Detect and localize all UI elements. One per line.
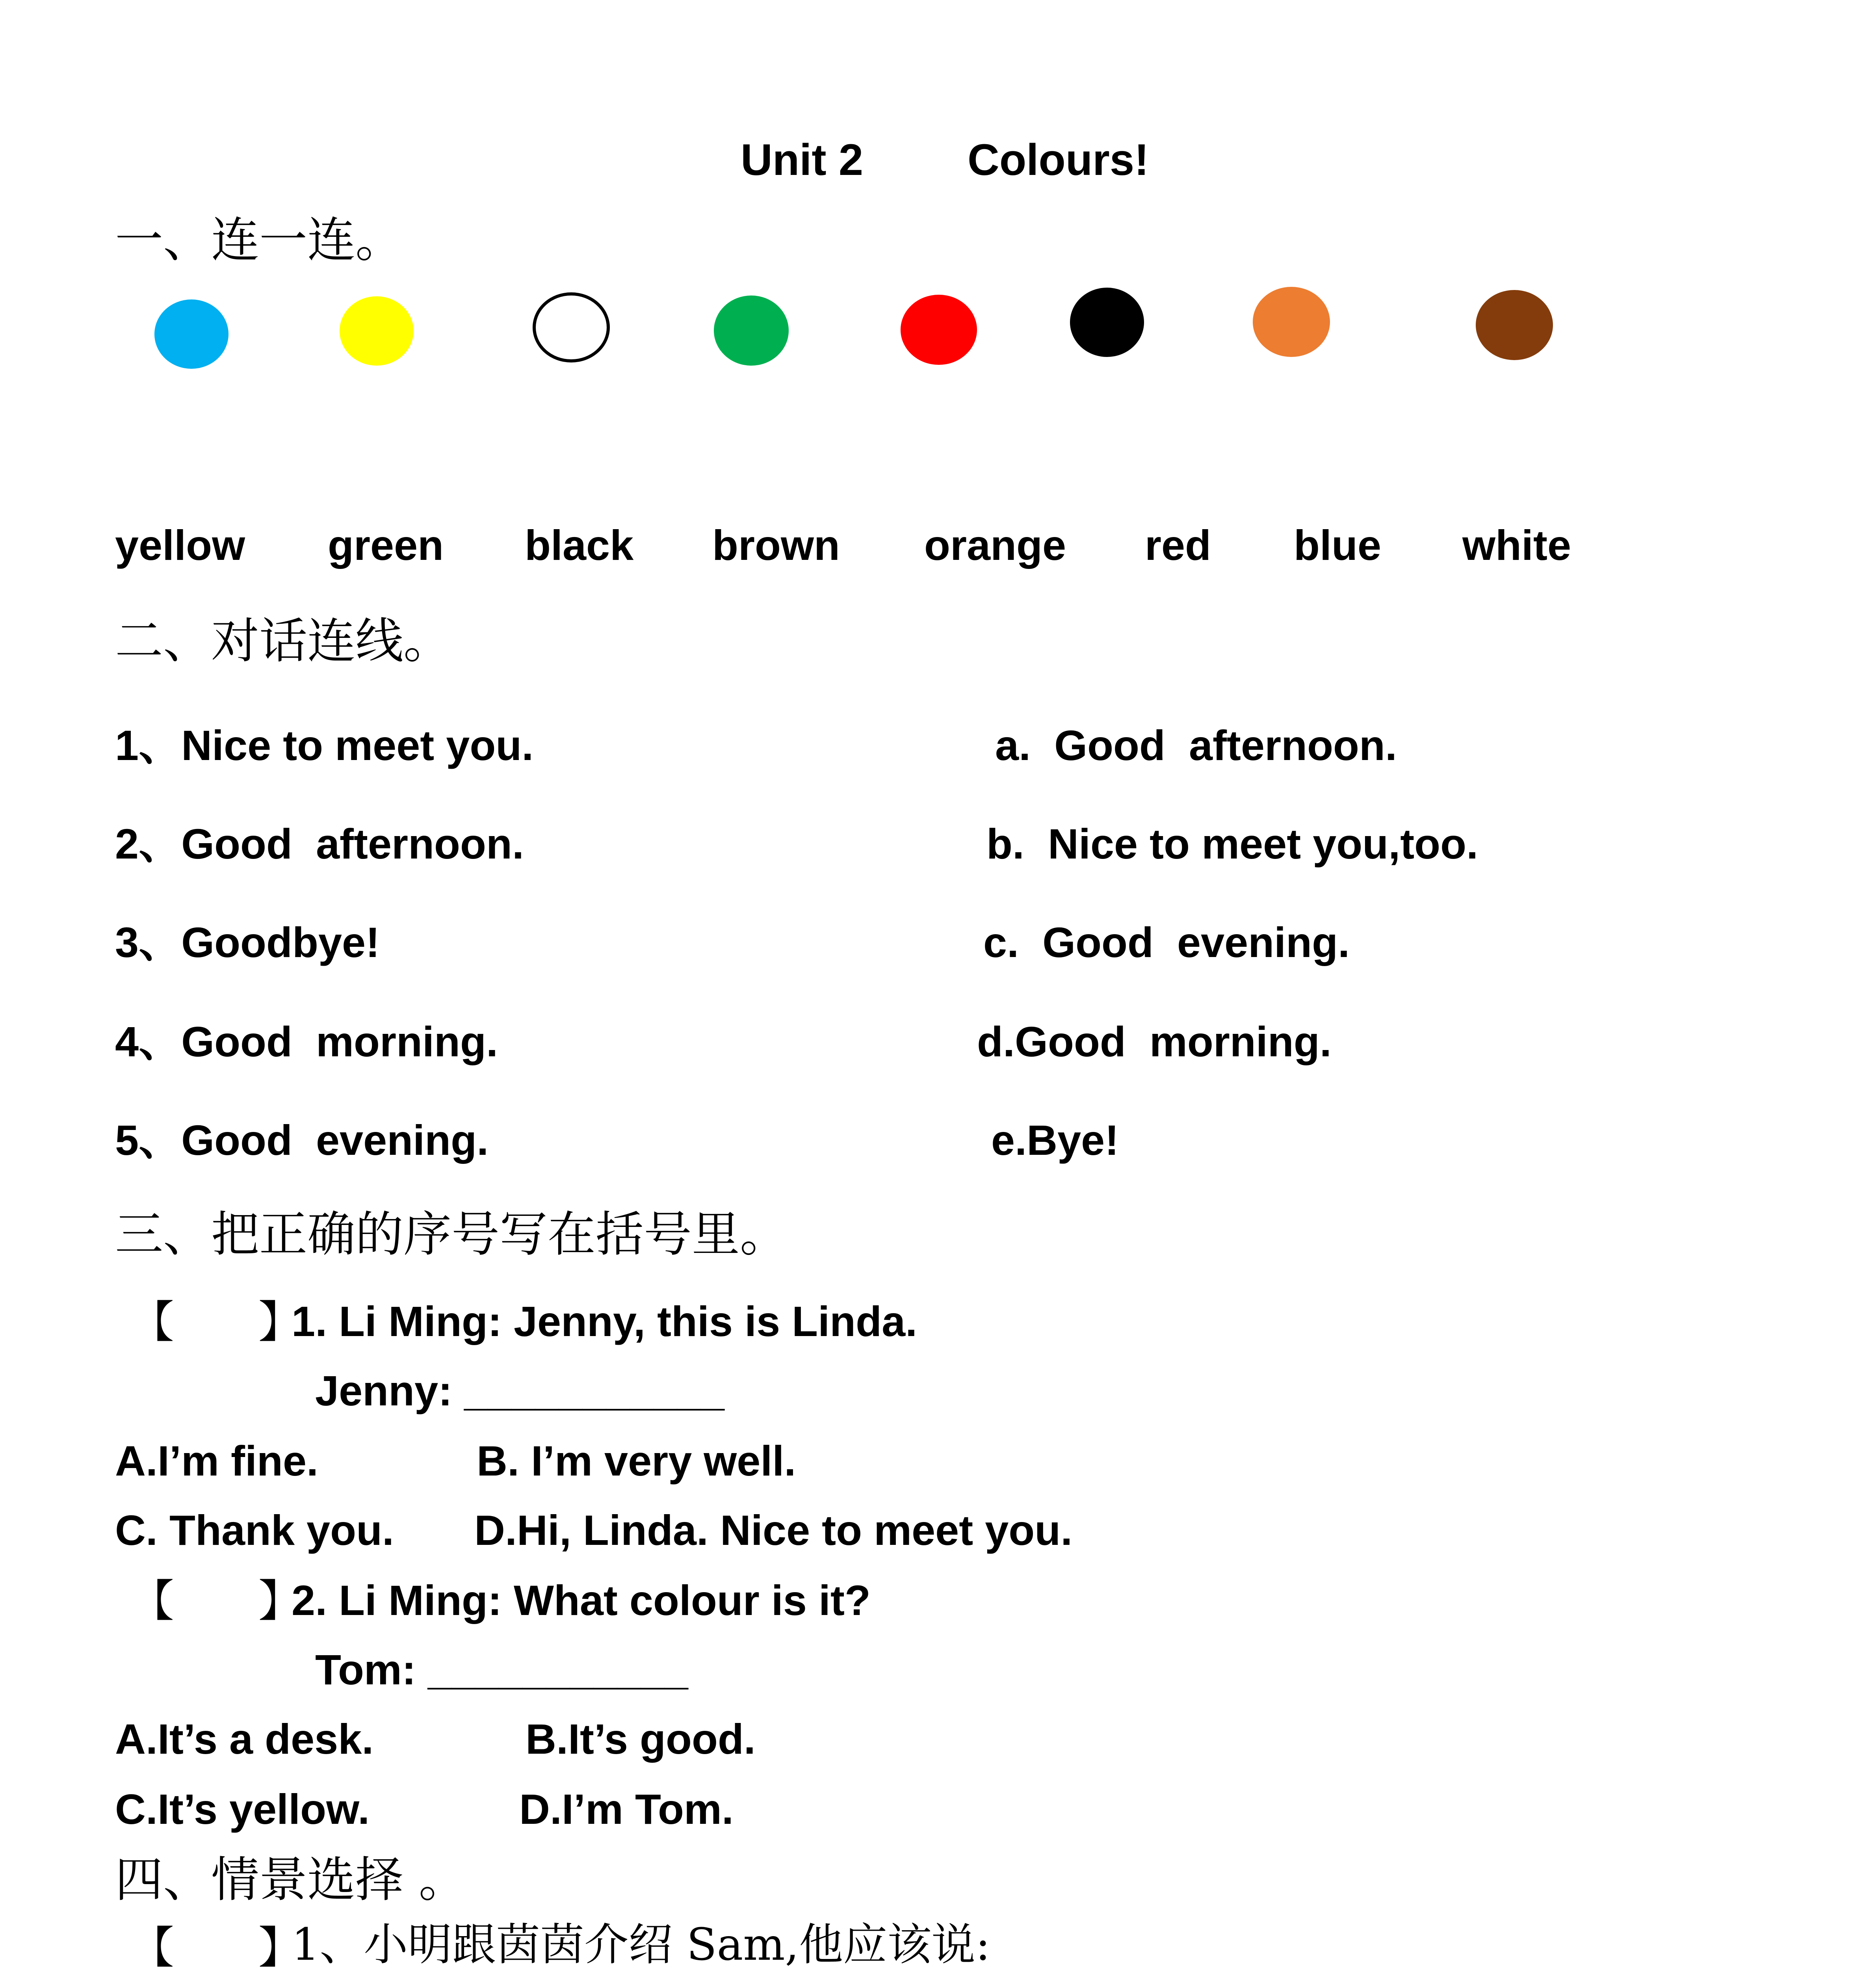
q2-option-c: C.It’s yellow.	[115, 1785, 370, 1833]
answer-bracket: 【 】	[130, 1922, 303, 1970]
scene-q1-prompt: 1、小明跟茵茵介绍 Sam,他应该说:	[292, 1919, 990, 1970]
answer-bracket: 【 】	[130, 1297, 303, 1348]
q2-option-b: B.It’s good.	[526, 1715, 756, 1763]
color-dot-black	[1070, 288, 1144, 357]
color-word-black: black	[525, 521, 634, 569]
q1-option-d: D.Hi, Linda. Nice to meet you.	[474, 1506, 1073, 1554]
color-word-orange: orange	[924, 521, 1066, 569]
color-dot-yellow	[340, 296, 414, 366]
section4-heading: 四、情景选择 。	[115, 1852, 467, 1908]
dialog-right-item: d.Good morning.	[977, 1018, 1332, 1065]
q1-answer-line: Jenny: ___________	[315, 1367, 724, 1414]
color-word-blue: blue	[1294, 521, 1382, 569]
dialog-left-item: 3、Goodbye!	[115, 918, 380, 966]
q1-prompt: 1. Li Ming: Jenny, this is Linda.	[292, 1297, 918, 1345]
dialog-left-item: 2、Good afternoon.	[115, 820, 524, 868]
q2-option-d: D.I’m Tom.	[519, 1785, 734, 1833]
color-word-brown: brown	[712, 521, 840, 569]
dialog-left-item: 4、Good morning.	[115, 1018, 498, 1065]
q2-answer-line: Tom: ___________	[315, 1646, 688, 1693]
dialog-left-item: 1、Nice to meet you.	[115, 721, 534, 769]
answer-bracket: 【 】	[130, 1576, 303, 1627]
dialog-right-item: c. Good evening.	[983, 918, 1350, 966]
dialog-right-item: a. Good afternoon.	[995, 721, 1397, 769]
color-dot-white	[533, 292, 610, 362]
unit-title: Colours!	[968, 135, 1149, 184]
q1-option-a: A.I’m fine.	[115, 1437, 319, 1485]
color-dot-blue	[154, 299, 228, 369]
section1-heading: 一、连一连。	[115, 212, 403, 268]
color-dot-red	[901, 295, 977, 365]
color-word-white: white	[1462, 521, 1571, 569]
q1-option-b: B. I’m very well.	[477, 1437, 796, 1485]
dialog-right-item: e.Bye!	[991, 1116, 1119, 1164]
dialog-left-item: 5、Good evening.	[115, 1116, 489, 1164]
color-dot-brown	[1476, 290, 1553, 360]
color-word-green: green	[328, 521, 444, 569]
color-word-yellow: yellow	[115, 521, 245, 569]
q2-prompt: 2. Li Ming: What colour is it?	[292, 1576, 871, 1624]
section3-heading: 三、把正确的序号写在括号里。	[115, 1206, 788, 1262]
section2-heading: 二、对话连线。	[115, 613, 451, 669]
color-dot-orange	[1253, 287, 1330, 357]
color-word-red: red	[1145, 521, 1211, 569]
color-dot-green	[714, 296, 789, 366]
q1-option-c: C. Thank you.	[115, 1506, 394, 1554]
q2-option-a: A.It’s a desk.	[115, 1715, 374, 1763]
dialog-right-item: b. Nice to meet you,too.	[986, 820, 1479, 868]
unit-label: Unit 2	[741, 135, 864, 184]
